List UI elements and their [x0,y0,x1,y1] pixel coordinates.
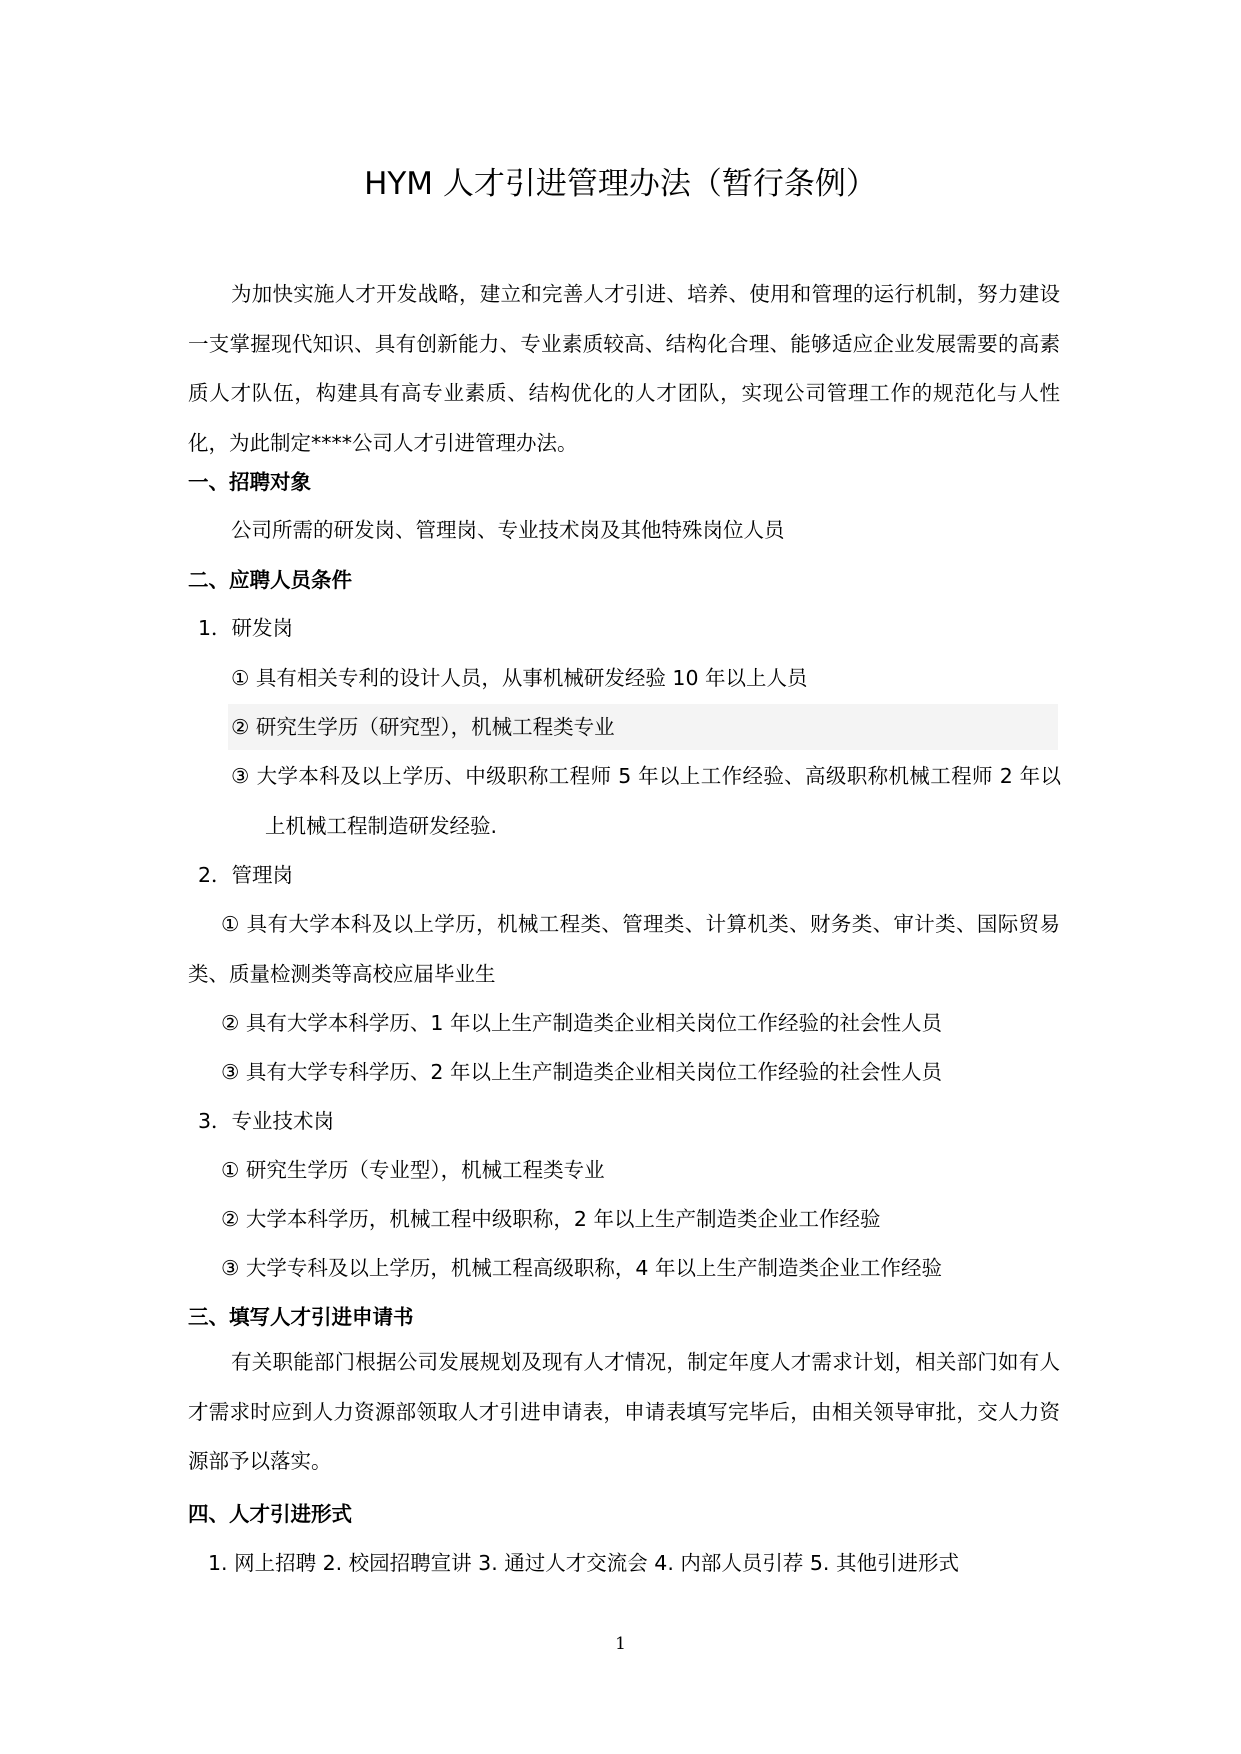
document-title: HYM 人才引进管理办法（暂行条例） [364,166,877,202]
mgmt-item-3: ③ 具有大学专科学历、2 年以上生产制造类企业相关岗位工作经验的社会性人员 [221,1060,942,1084]
section-1-heading: 一、招聘对象 [188,470,311,494]
tech-item-2: ② 大学本科学历，机械工程中级职称，2 年以上生产制造类企业工作经验 [221,1207,881,1231]
rd-item-2: ② 研究生学历（研究型），机械工程类专业 [231,715,615,739]
section-3-heading: 三、填写人才引进申请书 [188,1305,414,1329]
section-1-text: 公司所需的研发岗、管理岗、专业技术岗及其他特殊岗位人员 [231,518,785,542]
intro-paragraph: 为加快实施人才开发战略，建立和完善人才引进、培养、使用和管理的运行机制，努力建设一支掌握现代知识、具有创新能力、专业素质较高、结构化合理、能够适应企业发展需要的高素质人才队伍，构建具有高专业素质、结构优化的人才团队，实现公司管理工作的规范化与人性化，为此制定****公司人才引进管理办法。 [188,282,1060,455]
page-number: 1 [615,1634,626,1654]
section-4-heading: 四、人才引进形式 [188,1502,352,1526]
group-mgmt-title: 2．管理岗 [198,863,294,887]
section-4-text: 1. 网上招聘 2. 校园招聘宣讲 3. 通过人才交流会 4. 内部人员引荐 5. 其他引进形式 [208,1551,959,1575]
mgmt-item-1: ① 具有大学本科及以上学历，机械工程类、管理类、计算机类、财务类、审计类、国际贸易类、质量检测类等高校应届毕业生 [188,912,1060,986]
rd-item-3 [231,752,1061,851]
rd-item-1: ① 具有相关专利的设计人员，从事机械研发经验 10 年以上人员 [231,666,808,690]
section-3-text: 有关职能部门根据公司发展规划及现有人才情况，制定年度人才需求计划，相关部门如有人才需求时应到人力资源部领取人才引进申请表，申请表填写完毕后，由相关领导审批，交人力资源部予以落实。 [188,1350,1060,1473]
tech-item-3: ③ 大学专科及以上学历，机械工程高级职称，4 年以上生产制造类企业工作经验 [221,1256,942,1280]
rd-item-3-text: ③ 大学本科及以上学历、中级职称工程师 5 年以上工作经验、高级职称机械工程师 2 年以上机械工程制造研发经验. [231,764,1061,838]
group-tech-title: 3．专业技术岗 [198,1109,335,1133]
mgmt-item-2: ② 具有大学本科学历、1 年以上生产制造类企业相关岗位工作经验的社会性人员 [221,1011,942,1035]
group-rd-title: 1．研发岗 [198,616,294,640]
section-2-heading: 二、应聘人员条件 [188,568,352,592]
tech-item-1: ① 研究生学历（专业型），机械工程类专业 [221,1158,605,1182]
